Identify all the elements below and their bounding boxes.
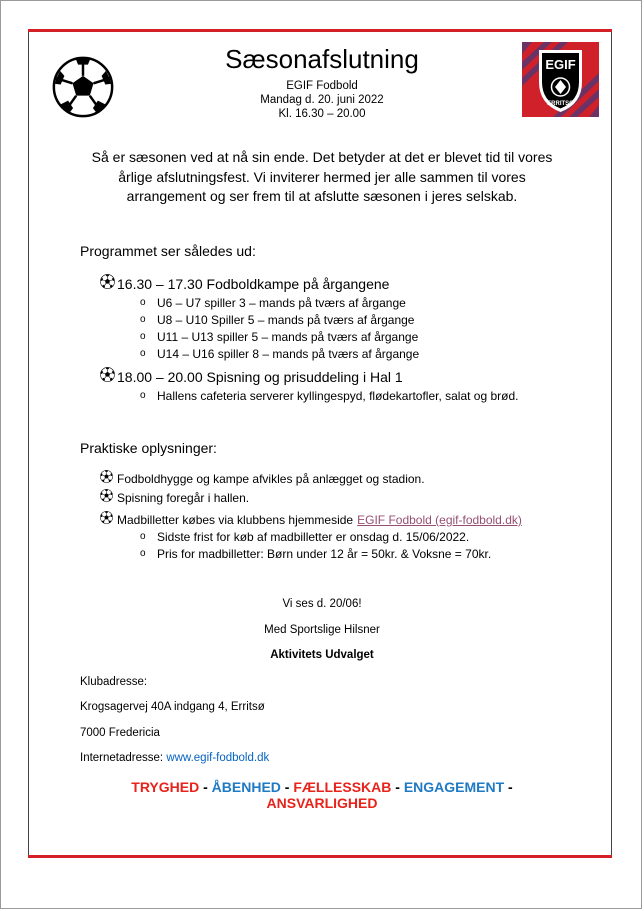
value-word: ENGAGEMENT <box>403 779 505 795</box>
program-item-label: 18.00 – 20.00 Spisning og prisuddeling i Hal 1 <box>117 369 403 385</box>
program-subitem <box>140 313 414 327</box>
program-subitem <box>140 347 419 361</box>
program-subitem-text: U14 – U16 spiller 8 – mands på tværs af årgange <box>157 347 420 361</box>
frame-bottom-line <box>28 855 612 858</box>
practical-subitem-text: Pris for madbilletter: Børn under 12 år = 50kr. & Voksne = 70kr. <box>157 547 492 561</box>
program-item <box>100 276 389 292</box>
practical-item-label: Spisning foregår i hallen. <box>117 491 250 505</box>
program-subitem <box>140 296 406 310</box>
value-separator: - <box>280 779 294 795</box>
program-subitem <box>140 389 519 403</box>
practical-item <box>100 491 249 505</box>
intro-line: årlige afslutningsfest. Vi inviterer hermed jer alle sammen til vores <box>118 168 526 185</box>
soccer-ball-icon <box>100 367 115 382</box>
value-word: FÆLLESSKAB <box>293 779 392 795</box>
see-you-text: Vi ses d. 20/06! <box>282 598 362 610</box>
club-website-link[interactable]: EGIF Fodbold (egif-fodbold.dk) <box>357 513 522 527</box>
club-crest-icon <box>522 42 599 117</box>
program-subitem-text: U11 – U13 spiller 5 – mands på tværs af årgange <box>157 330 419 344</box>
web-address <box>80 752 269 764</box>
program-subitem <box>140 330 418 344</box>
value-separator: - <box>199 779 212 795</box>
soccer-ball-icon <box>52 56 114 118</box>
crest-text-bottom: ERRITSØ <box>547 101 574 107</box>
practical-item-label: Fodboldhygge og kampe afvikles på anlægget og stadion. <box>117 472 425 486</box>
practical-item <box>100 513 522 527</box>
value-separator: - <box>504 779 513 795</box>
event-date: Mandag d. 20. juni 2022 <box>260 94 384 106</box>
web-label: Internetadresse: <box>80 752 164 764</box>
practical-subitem-text: Sidste frist for køb af madbilletter er onsdag d. 15/06/2022. <box>157 530 470 544</box>
practical-item <box>100 472 425 486</box>
soccer-ball-icon <box>100 470 113 483</box>
circle-bullet-icon: o <box>140 390 146 401</box>
signature-text: Aktivitets Udvalget <box>270 649 374 661</box>
value-separator: - <box>391 779 404 795</box>
circle-bullet-icon: o <box>140 548 146 559</box>
value-word: ÅBENHED <box>211 779 281 795</box>
web-url-link[interactable]: www.egif-fodbold.dk <box>166 752 270 764</box>
crest-text-top: EGIF <box>545 57 576 72</box>
value-word: ANSVARLIGHED <box>266 795 378 811</box>
circle-bullet-icon: o <box>140 297 146 308</box>
circle-bullet-icon: o <box>140 348 146 359</box>
frame-top-line <box>28 29 612 32</box>
practical-subitem <box>140 530 469 544</box>
circle-bullet-icon: o <box>140 331 146 342</box>
address-city: 7000 Fredericia <box>80 727 160 739</box>
program-subitem-text: U6 – U7 spiller 3 – mands på tværs af årgange <box>157 296 406 310</box>
value-word: TRYGHED <box>131 779 200 795</box>
practical-heading: Praktiske oplysninger: <box>80 440 217 456</box>
page-title: Sæsonafslutning <box>225 44 419 74</box>
program-subitem-text: U8 – U10 Spiller 5 – mands på tværs af årgange <box>157 313 415 327</box>
club-values <box>80 779 564 811</box>
soccer-ball-icon <box>100 274 115 289</box>
address-label: Klubadresse: <box>80 676 148 688</box>
practical-subitem <box>140 547 491 561</box>
intro-line: Så er sæsonen ved at nå sin ende. Det betyder at det er blevet tid til vores <box>91 149 553 165</box>
practical-item-label: Madbilletter købes via klubbens hjemmeside <box>117 513 354 527</box>
intro-text <box>80 148 564 207</box>
program-item <box>100 369 403 385</box>
soccer-ball-icon <box>100 489 113 502</box>
event-time: Kl. 16.30 – 20.00 <box>278 108 366 120</box>
circle-bullet-icon: o <box>140 531 146 542</box>
greeting-text: Med Sportslige Hilsner <box>264 624 380 636</box>
club-name: EGIF Fodbold <box>286 80 358 92</box>
intro-line: arrangement og ser frem til at afslutte sæsonen i jeres selskab. <box>126 188 518 204</box>
program-subitem-text: Hallens cafeteria serverer kyllingespyd, flødekartofler, salat og brød. <box>157 389 519 403</box>
address-street: Krogsagervej 40A indgang 4, Erritsø <box>80 701 265 713</box>
program-item-label: 16.30 – 17.30 Fodboldkampe på årgangene <box>117 276 390 292</box>
soccer-ball-icon <box>100 511 113 524</box>
program-heading: Programmet ser således ud: <box>80 243 256 259</box>
circle-bullet-icon: o <box>140 314 146 325</box>
